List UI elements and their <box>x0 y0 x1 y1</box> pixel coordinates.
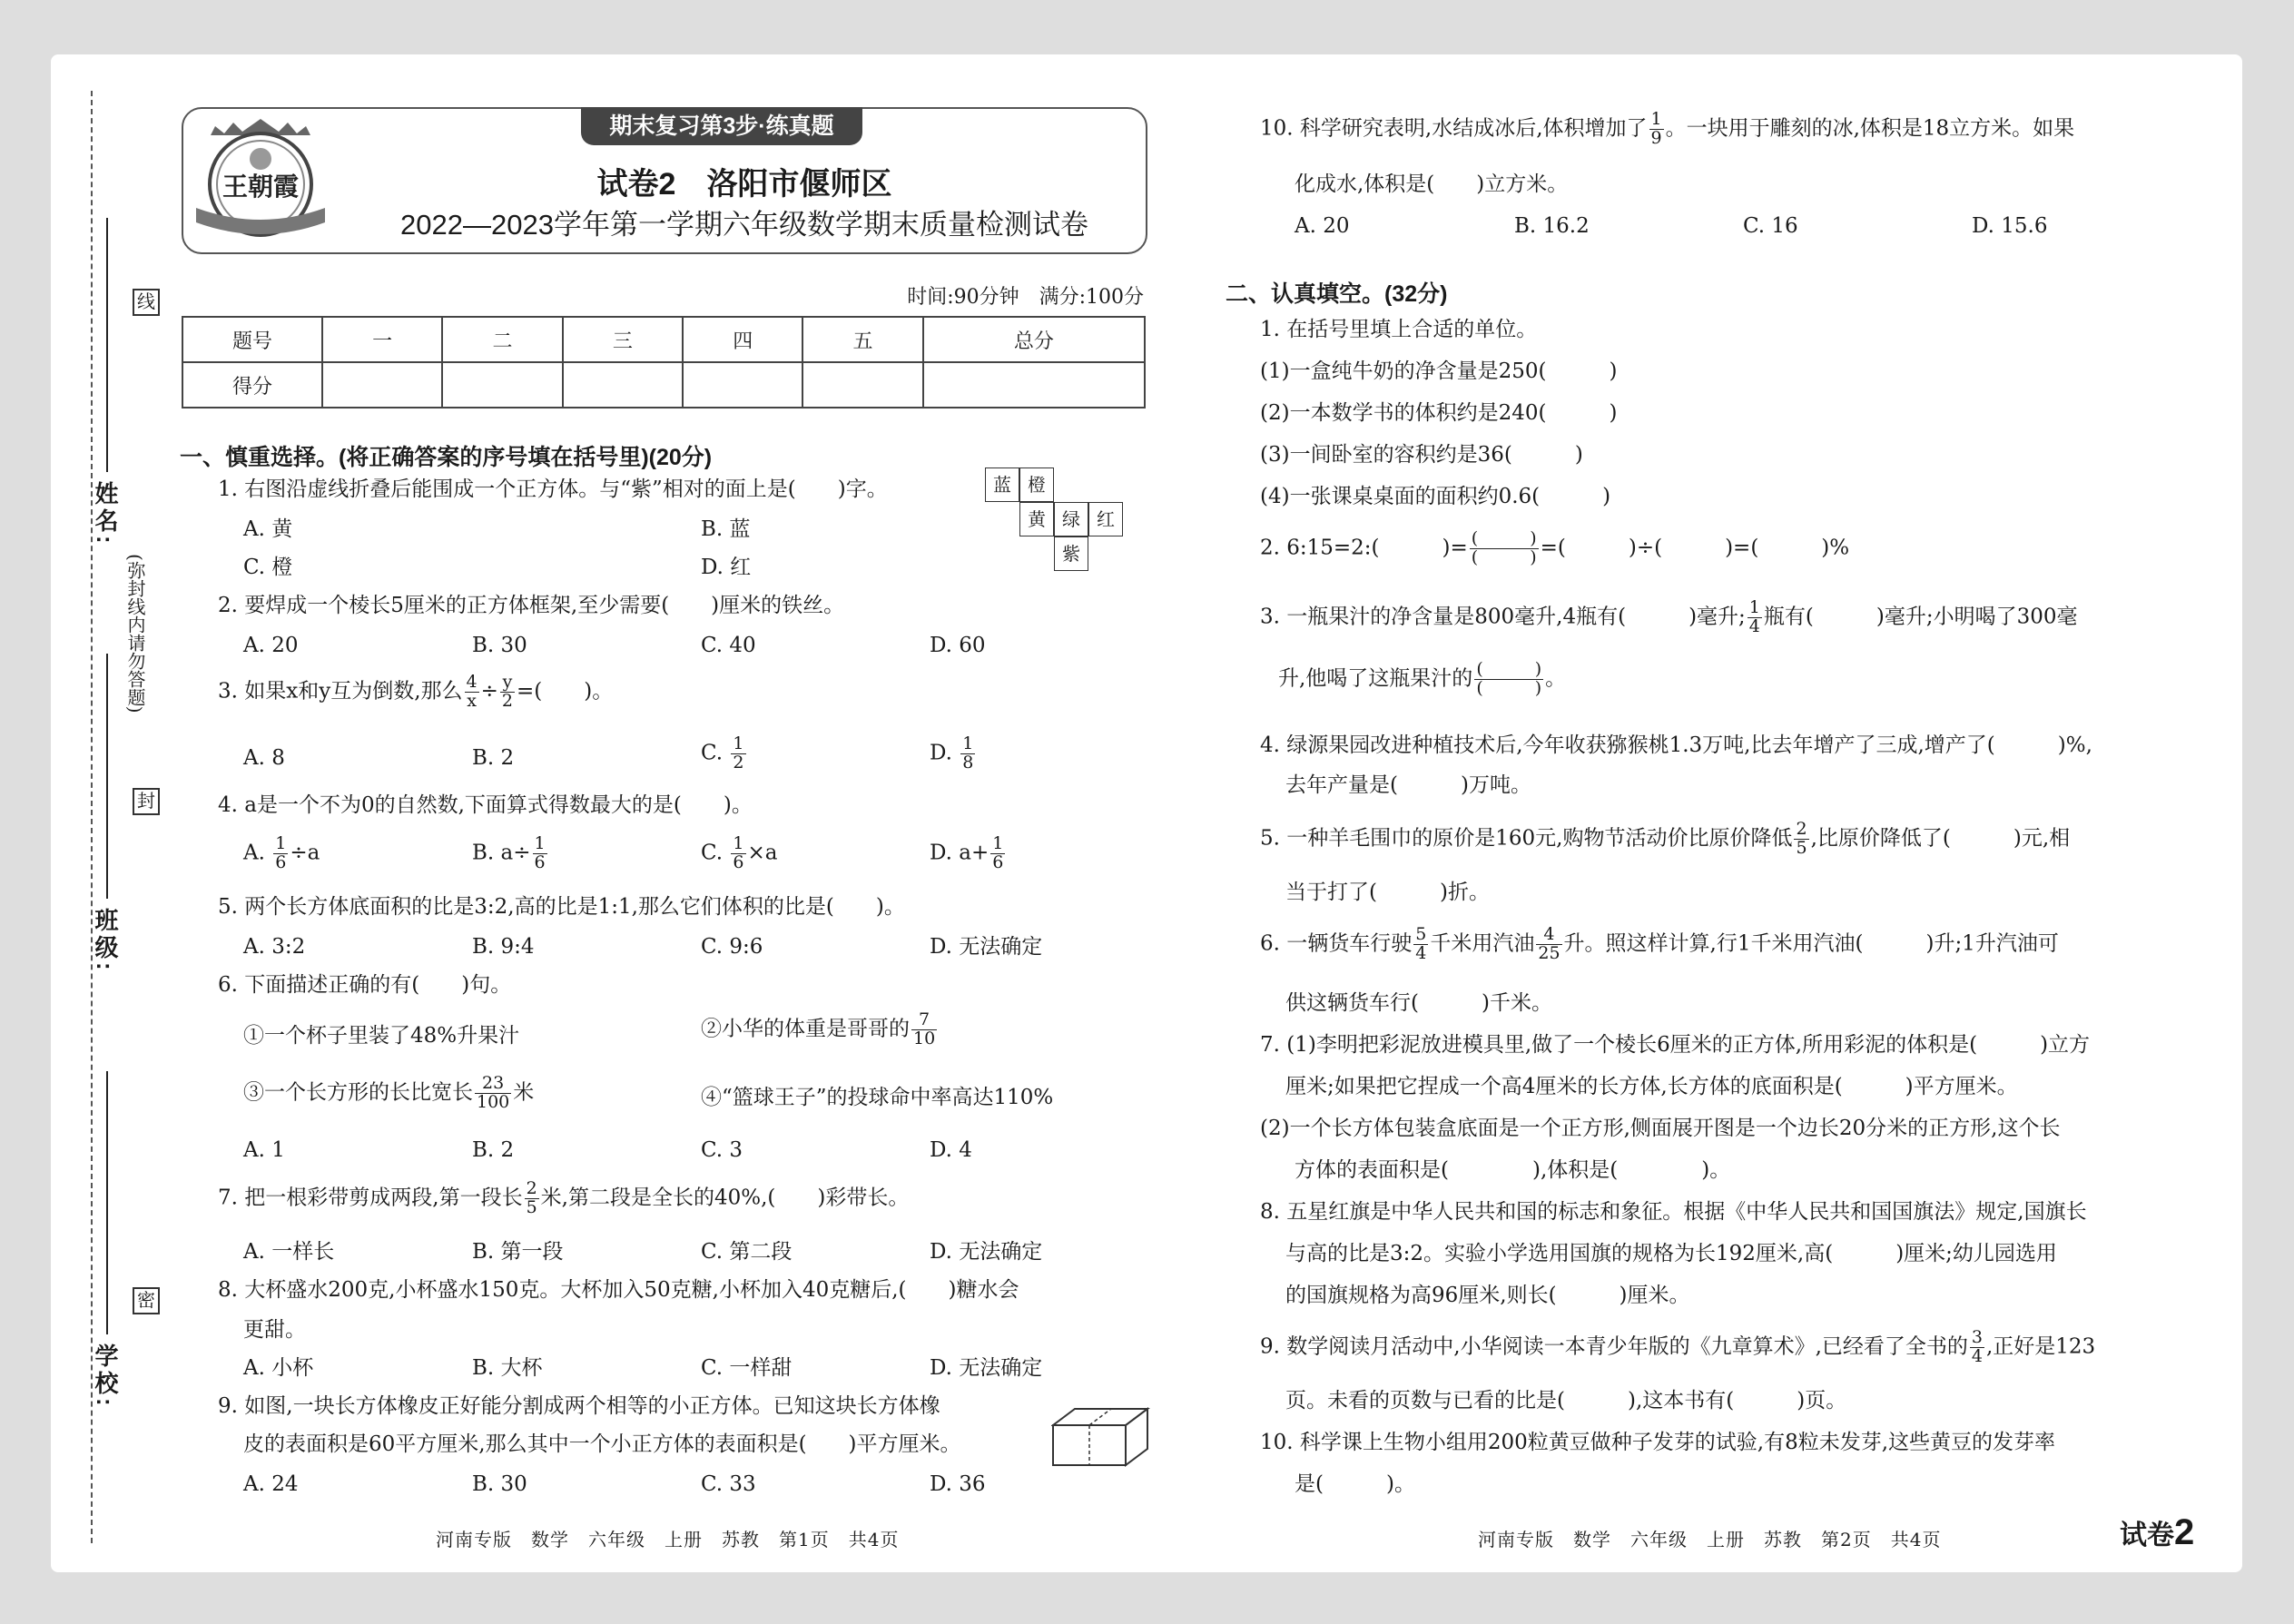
score-header-cell: 三 <box>563 317 683 362</box>
q1-3-option-c[interactable]: C. $\frac{1}{2}$ <box>701 733 744 773</box>
q2-4-stem-cont: 去年产量是( )万吨。 <box>1285 773 1531 797</box>
score-header-cell: 二 <box>442 317 562 362</box>
q2-1-part-3: (3)一间卧室的容积约是36( ) <box>1260 443 1583 467</box>
score-header-cell: 四 <box>683 317 802 362</box>
q2-6-stem: 6. 一辆货车行驶 $\frac{5}{4}$ 千米用汽油 $\frac{4}{25}$ 升。照这样计算,行1千米用汽油( )升;1升汽油可 <box>1260 924 2059 963</box>
q1-2-option-c[interactable]: C. 40 <box>701 634 756 657</box>
score-table <box>182 316 1146 408</box>
q1-5-option-c[interactable]: C. 9:6 <box>701 935 763 959</box>
q1-3-option-a[interactable]: A. 8 <box>243 746 285 770</box>
q1-6-stem: 6. 下面描述正确的有( )句。 <box>218 973 512 997</box>
q1-7-stem: 7. 把一根彩带剪成两段,第一段长 $\frac{2}{5}$ 米,第二段是全长的40%,( )彩带长。 <box>218 1178 910 1217</box>
binding-char-secret: 密 <box>133 1287 160 1314</box>
q1-6-option-c[interactable]: C. 3 <box>701 1138 743 1162</box>
school-label: 学校: <box>92 1343 119 1410</box>
score-header-cell: 总分 <box>923 317 1145 362</box>
footer-left: 河南专版 数学 六年级 上册 苏教 第1页 共4页 <box>436 1529 900 1550</box>
q1-7-option-a[interactable]: A. 一样长 <box>243 1240 335 1264</box>
footer-right: 河南专版 数学 六年级 上册 苏教 第2页 共4页 <box>1478 1529 1942 1550</box>
paper-title: 试卷2 洛阳市偃师区 <box>596 167 892 202</box>
q1-6-option-d[interactable]: D. 4 <box>930 1138 972 1162</box>
net-face: 绿 <box>1054 502 1088 536</box>
q1-1-option-a[interactable]: A. 黄 <box>243 517 293 541</box>
q2-9-stem-cont: 页。未看的页数与已看的比是( ),这本书有( )页。 <box>1285 1389 1847 1412</box>
q1-9-option-d[interactable]: D. 36 <box>930 1472 986 1496</box>
q2-6-stem-cont: 供这辆货车行( )千米。 <box>1285 991 1552 1015</box>
score-cell[interactable] <box>563 362 683 408</box>
score-table-header-row <box>182 317 1145 362</box>
q2-5-stem-cont: 当于打了( )折。 <box>1285 881 1490 904</box>
q1-1-option-c[interactable]: C. 橙 <box>243 556 293 579</box>
q1-8-option-b[interactable]: B. 大杯 <box>472 1356 543 1380</box>
q1-9-option-a[interactable]: A. 24 <box>243 1472 299 1496</box>
net-face: 黄 <box>1019 502 1054 536</box>
q1-8-option-c[interactable]: C. 一样甜 <box>701 1356 793 1380</box>
q1-8-option-d[interactable]: D. 无法确定 <box>930 1356 1043 1380</box>
q1-7-option-b[interactable]: B. 第一段 <box>472 1240 564 1264</box>
score-header-cell: 题号 <box>182 317 322 362</box>
score-row-label: 得分 <box>182 362 322 408</box>
q1-8-stem: 8. 大杯盛水200克,小杯盛水150克。大杯加入50克糖,小杯加入40克糖后,( )糖水会 <box>218 1278 1019 1302</box>
q2-10-stem: 10. 科学课上生物小组用200粒黄豆做种子发芽的试验,有8粒未发芽,这些黄豆的发芽率 <box>1260 1431 2056 1454</box>
section2-title: 二、认真填空。(32分) <box>1226 281 1448 307</box>
net-face: 紫 <box>1054 536 1088 571</box>
q1-2-option-d[interactable]: D. 60 <box>930 634 986 657</box>
score-header-cell: 五 <box>802 317 922 362</box>
eraser-cuboid-figure <box>1051 1405 1151 1469</box>
q1-5-option-d[interactable]: D. 无法确定 <box>930 935 1043 959</box>
q2-1-part-2: (2)一本数学书的体积约是240( ) <box>1260 401 1618 425</box>
q1-2-option-b[interactable]: B. 30 <box>472 634 527 657</box>
binding-notice: (弥封线内请勿答题) <box>124 554 146 714</box>
q1-9-option-c[interactable]: C. 33 <box>701 1472 756 1496</box>
q1-4-option-a[interactable]: A. $\frac{1}{6}$ ÷a <box>243 833 320 872</box>
publisher-logo <box>192 113 329 241</box>
q1-6-statement-1: ①一个杯子里装了48%升果汁 <box>243 1024 520 1048</box>
q1-8-stem-cont: 更甜。 <box>243 1318 306 1342</box>
net-face: 红 <box>1088 502 1123 536</box>
q1-4-option-c[interactable]: C. $\frac{1}{6}$ ×a <box>701 833 778 872</box>
q1-6-option-a[interactable]: A. 1 <box>243 1138 285 1162</box>
logo-text: 王朝霞 <box>222 172 300 202</box>
q1-8-option-a[interactable]: A. 小杯 <box>243 1356 314 1380</box>
q1-10-option-c[interactable]: C. 16 <box>1743 214 1798 238</box>
q1-9-stem: 9. 如图,一块长方体橡皮正好能分割成两个相等的小正方体。已知这块长方体橡 <box>218 1394 940 1418</box>
q1-3-option-d[interactable]: D. $\frac{1}{8}$ <box>930 733 974 773</box>
q1-1-option-b[interactable]: B. 蓝 <box>701 517 751 541</box>
score-cell[interactable] <box>923 362 1145 408</box>
q1-1-stem: 1. 右图沿虚线折叠后能围成一个正方体。与“紫”相对的面上是( )字。 <box>218 477 888 501</box>
q2-4-stem: 4. 绿源果园改进种植技术后,今年收获猕猴桃1.3万吨,比去年增产了三成,增产了( )%, <box>1260 733 2092 757</box>
q1-9-option-b[interactable]: B. 30 <box>472 1472 527 1496</box>
q2-8-stem-cont-2: 的国旗规格为高96厘米,则长( )厘米。 <box>1285 1284 1690 1307</box>
q2-9-stem: 9. 数学阅读月活动中,小华阅读一本青少年版的《九章算术》,已经看了全书的 $\frac{3}{4}$ ,正好是123 <box>1260 1327 2096 1366</box>
school-field[interactable] <box>106 1071 108 1334</box>
q2-1-part-4: (4)一张课桌桌面的面积约0.6( ) <box>1260 485 1611 508</box>
score-cell[interactable] <box>322 362 442 408</box>
class-field[interactable] <box>106 654 108 899</box>
q2-3-stem: 3. 一瓶果汁的净含量是800毫升,4瓶有( )毫升; $\frac{1}{4}$ 瓶有( )毫升;小明喝了300毫 <box>1260 597 2078 636</box>
q1-10-option-d[interactable]: D. 15.6 <box>1972 214 2048 238</box>
q1-6-option-b[interactable]: B. 2 <box>472 1138 515 1162</box>
q2-7-part-2-cont: 方体的表面积是( ),体积是( )。 <box>1295 1158 1731 1182</box>
q1-4-option-d[interactable]: D. a+ $\frac{1}{6}$ <box>930 833 1004 872</box>
section1-title: 一、慎重选择。(将正确答案的序号填在括号里)(20分) <box>180 445 713 470</box>
name-field[interactable] <box>106 218 108 472</box>
score-cell[interactable] <box>683 362 802 408</box>
score-header-cell: 一 <box>322 317 442 362</box>
q2-5-stem: 5. 一种羊毛围巾的原价是160元,购物节活动价比原价降低 $\frac{2}{5}$ ,比原价降低了( )元,相 <box>1260 819 2071 858</box>
binding-char-seal: 封 <box>133 788 160 815</box>
q1-6-statement-3: ③一个长方形的长比宽长 $\frac{23}{100}$ 米 <box>243 1073 535 1112</box>
score-cell[interactable] <box>802 362 922 408</box>
q1-4-stem: 4. a是一个不为0的自然数,下面算式得数最大的是( )。 <box>218 793 753 817</box>
score-table-score-row <box>182 362 1145 408</box>
time-score-info: 时间:90分钟 满分:100分 <box>907 286 1144 309</box>
q2-8-stem: 8. 五星红旗是中华人民共和国的标志和象征。根据《中华人民共和国国旗法》规定,国旗长 <box>1260 1200 2087 1224</box>
binding-char-line: 线 <box>133 289 160 316</box>
q1-6-statement-2: ②小华的体重是哥哥的 $\frac{7}{10}$ <box>701 1009 936 1048</box>
q1-9-stem-cont: 皮的表面积是60平方厘米,那么其中一个小正方体的表面积是( )平方厘米。 <box>243 1432 961 1456</box>
class-label: 班级: <box>92 908 119 974</box>
q2-7-stem-cont: 厘米;如果把它捏成一个高4厘米的长方体,长方体的底面积是( )平方厘米。 <box>1285 1075 2018 1098</box>
paper-subtitle: 2022—2023学年第一学期六年级数学期末质量检测试卷 <box>400 209 1088 241</box>
q1-5-option-b[interactable]: B. 9:4 <box>472 935 535 959</box>
q1-5-stem: 5. 两个长方体底面积的比是3:2,高的比是1:1,那么它们体积的比是( )。 <box>218 895 905 919</box>
q1-5-option-a[interactable]: A. 3:2 <box>243 935 306 959</box>
q2-7-part-2: (2)一个长方体包装盒底面是一个正方形,侧面展开图是一个边长20分米的正方形,这个长 <box>1260 1117 2061 1140</box>
q1-2-stem: 2. 要焊成一个棱长5厘米的正方体框架,至少需要( )厘米的铁丝。 <box>218 594 845 617</box>
q1-6-statement-4: ④“篮球王子”的投球命中率高达110% <box>701 1086 1054 1109</box>
q1-1-option-d[interactable]: D. 红 <box>701 556 752 579</box>
q2-8-stem-cont-1: 与高的比是3:2。实验小学选用国旗的规格为长192厘米,高( )厘米;幼儿园选用 <box>1285 1242 2057 1265</box>
q1-10-stem: 10. 科学研究表明,水结成冰后,体积增加了 $\frac{1}{9}$ 。一块用于雕刻的冰,体积是18立方米。如果 <box>1260 109 2075 148</box>
q1-3-stem: 3. 如果x和y互为倒数,那么 $\frac{4}{x}$ ÷ $\frac{y}{2}$ =( )。 <box>218 672 614 711</box>
name-label: 姓名: <box>92 481 119 547</box>
q1-10-option-b[interactable]: B. 16.2 <box>1514 214 1590 238</box>
score-cell[interactable] <box>442 362 562 408</box>
q2-1-part-1: (1)一盒纯牛奶的净含量是250( ) <box>1260 359 1618 383</box>
q2-1-stem: 1. 在括号里填上合适的单位。 <box>1260 318 1538 341</box>
paper-number: 试卷2 <box>2120 1512 2195 1552</box>
q1-7-option-d[interactable]: D. 无法确定 <box>930 1240 1043 1264</box>
net-face: 橙 <box>1019 468 1054 502</box>
q1-2-option-a[interactable]: A. 20 <box>243 634 299 657</box>
binding-dashed-line <box>91 91 93 1543</box>
q1-4-option-b[interactable]: B. a÷ $\frac{1}{6}$ <box>472 833 546 872</box>
q2-2-stem: 2. 6:15=2:( )= $\frac{( )}{( )}$ =( )÷( )=( )% <box>1260 528 1850 567</box>
q2-10-stem-cont: 是( )。 <box>1295 1472 1415 1496</box>
q1-3-option-b[interactable]: B. 2 <box>472 746 515 770</box>
q1-7-option-c[interactable]: C. 第二段 <box>701 1240 793 1264</box>
net-face: 蓝 <box>985 468 1019 502</box>
q1-10-stem-cont: 化成水,体积是( )立方米。 <box>1295 172 1569 196</box>
q2-7-stem: 7. (1)李明把彩泥放进模具里,做了一个棱长6厘米的正方体,所用彩泥的体积是( )立方 <box>1260 1033 2091 1057</box>
step-tab: 期末复习第3步·练真题 <box>581 107 862 145</box>
q2-3-stem-cont: 升,他喝了这瓶果汁的 $\frac{( )}{( )}$ 。 <box>1278 659 1567 698</box>
q1-10-option-a[interactable]: A. 20 <box>1295 214 1350 238</box>
